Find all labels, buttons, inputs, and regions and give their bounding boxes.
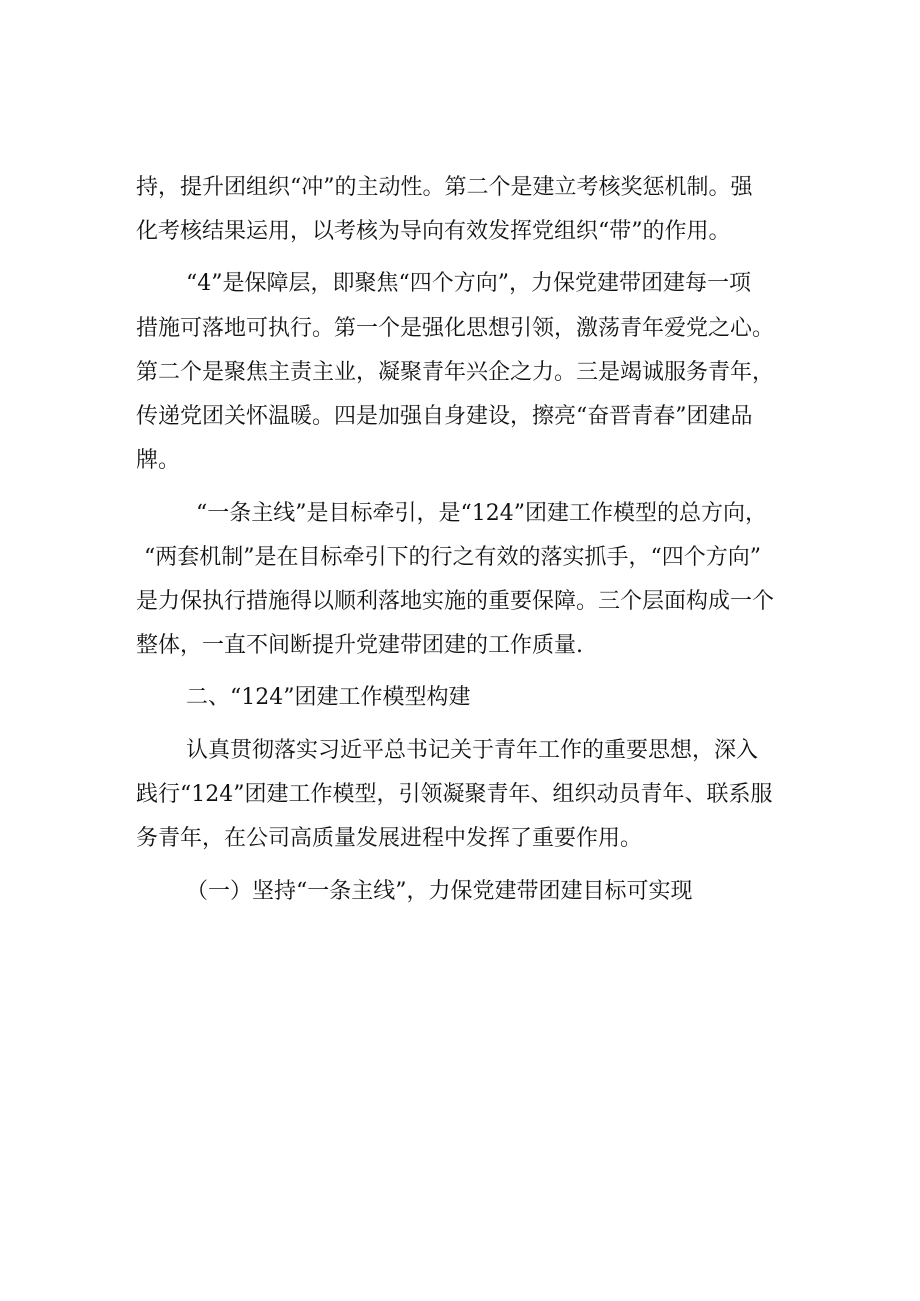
text-line: 第二个是聚焦主责主业，凝聚青年兴企之力。三是竭诚服务青年， [136,360,775,385]
text-line: 是力保执行措施得以顺利落地实施的重要保障。三个层面构成一个 [136,589,775,614]
text-line: “4”是保障层，即聚焦“四个方向”，力保党建带团建每一项 [186,271,751,296]
text-line: 整体，一直不间断提升党建带团建的工作质量. [136,633,583,658]
text-line: 化考核结果运用，以考核为导向有效发挥党组织“带”的作用。 [136,219,731,244]
text-line: 践行“124”团建工作模型，引领凝聚青年、组织动员青年、联系服 [136,782,773,807]
text-line: 传递党团关怀温暖。四是加强自身建设，擦亮“奋晋青春”团建品 [136,404,753,429]
text-line: 措施可落地可执行。第一个是强化思想引领，激荡青年爱党之心。 [136,316,775,341]
subsection-heading: （一）坚持“一条主线”，力保党建带团建目标可实现 [186,879,693,904]
text-line: 持，提升团组织“冲”的主动性。第二个是建立考核奖惩机制。强 [136,175,753,200]
text-line: 牌。 [136,448,181,473]
text-line: 务青年，在公司高质量发展进程中发挥了重要作用。 [136,826,643,851]
text-line: 认真贯彻落实习近平总书记关于青年工作的重要思想，深入 [186,738,759,763]
section-heading: 二、“124”团建工作模型构建 [186,685,471,710]
text-line: “一条主线”是目标牵引，是“124”团建工作模型的总方向， [196,501,767,526]
text-line: “两套机制”是在目标牵引下的行之有效的落实抓手，“四个方向” [144,545,761,570]
